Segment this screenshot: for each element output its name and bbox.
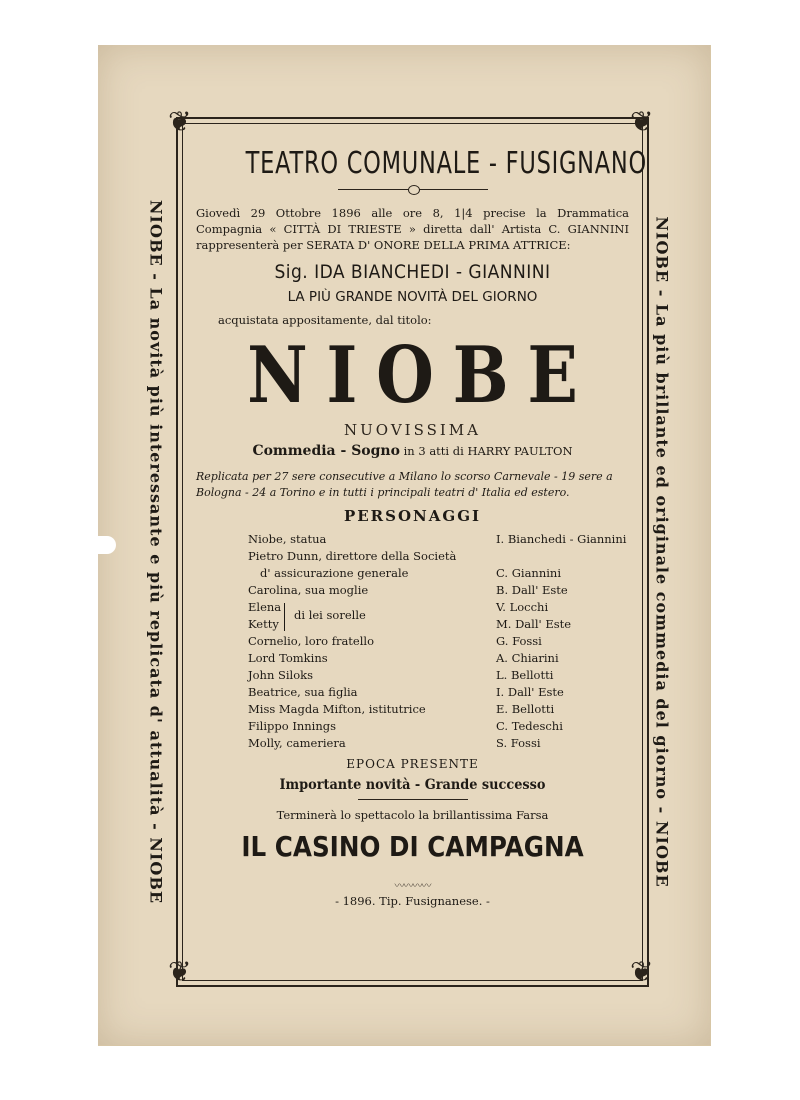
cast-role: Molly, cameriera <box>248 736 346 750</box>
cast-actor: L. Bellotti <box>496 668 554 682</box>
genre-label: Commedia - Sogno <box>252 443 400 459</box>
cast-role: d' assicurazione generale <box>260 566 409 580</box>
replica-paragraph: Replicata per 27 sere consecutive a Milano lo scorso Carnevale - 19 sere a Bologna - 24 a Torino e in tutti i principali teatri d' Italia ed estero. <box>196 470 613 499</box>
cast-row <box>190 633 635 650</box>
poster-content <box>190 140 647 908</box>
farce-title: IL CASINO DI CAMPAGNA <box>241 830 584 863</box>
cast-actor: I. Bianchedi - Giannini <box>496 532 627 546</box>
epoch-label: EPOCA PRESENTE <box>346 757 479 771</box>
nuovissima-label: NUOVISSIMA <box>344 421 481 439</box>
cast-role: Filippo Innings <box>248 719 337 733</box>
cast-list <box>190 531 635 753</box>
cast-actor: S. Fossi <box>496 736 541 750</box>
farce-intro: Terminerà lo spettacolo la brillantissima Farsa <box>276 808 549 822</box>
acquired-line: acquistata appositamente, dal titolo: <box>218 313 432 327</box>
cast-row <box>190 650 635 667</box>
wave-ornament-icon: 〰〰〰〰 <box>394 881 431 892</box>
cast-row <box>190 548 635 565</box>
sisters-brace <box>284 603 290 631</box>
intro-paragraph: Giovedì 29 Ottobre 1896 alle ore 8, 1|4 precise la Drammatica Compagnia « CITTÀ DI TRIESTE » diretta dall' Artista C. GIANNINI rappresenterà per SERATA D' ONORE DELLA PRIMA ATTRICE: <box>196 206 629 252</box>
cast-actor: I. Dall' Este <box>496 685 564 699</box>
printer-credit: - 1896. Tip. Fusignanese. - <box>335 894 490 908</box>
cast-row <box>190 599 635 616</box>
cast-actor: B. Dall' Este <box>496 583 568 597</box>
corner-ornament-icon: ❦ <box>630 955 654 988</box>
cast-role: Pietro Dunn, direttore della Società <box>248 549 457 563</box>
theater-title: TEATRO COMUNALE - FUSIGNANO <box>245 146 647 181</box>
cast-actor: C. Tedeschi <box>496 719 563 733</box>
cast-row <box>190 565 635 582</box>
divider <box>358 799 468 800</box>
side-text-right-label: NIOBE - La più brillante ed originale commedia del giorno - NIOBE <box>652 216 672 888</box>
paper-tear <box>98 536 116 554</box>
cast-row <box>190 684 635 701</box>
success-line: Importante novità - Grande successo <box>279 777 546 793</box>
cast-actor: G. Fossi <box>496 634 542 648</box>
title-divider-ornament <box>338 185 488 195</box>
cast-heading: PERSONAGGI <box>343 507 482 525</box>
play-title: NIOBE <box>247 330 597 421</box>
cast-role: John Siloks <box>248 668 314 682</box>
cast-role: Ketty <box>248 617 279 631</box>
novelty-heading: LA PIÙ GRANDE NOVITÀ DEL GIORNO <box>287 289 538 305</box>
cast-row <box>190 735 635 752</box>
cast-row <box>190 531 635 548</box>
cast-actor: A. Chiarini <box>496 651 559 665</box>
genre-line <box>190 443 635 459</box>
cast-row <box>190 718 635 735</box>
cast-role: Niobe, statua <box>248 532 327 546</box>
star-actress-name: Sig. IDA BIANCHEDI - GIANNINI <box>274 261 551 283</box>
corner-ornament-icon: ❦ <box>168 955 192 988</box>
cast-row <box>190 667 635 684</box>
genre-author: in 3 atti di HARRY PAULTON <box>403 444 573 458</box>
cast-actor: E. Bellotti <box>496 702 555 716</box>
corner-ornament-icon: ❦ <box>630 105 654 138</box>
cast-row <box>190 701 635 718</box>
cast-actor: M. Dall' Este <box>496 617 572 631</box>
side-text-left-label: NIOBE - La novità più interessante e più replicata d' attualità - NIOBE <box>146 199 166 905</box>
cast-role: Elena <box>248 600 282 614</box>
cast-role: Beatrice, sua figlia <box>248 685 358 699</box>
cast-role: Cornelio, loro fratello <box>248 634 375 648</box>
corner-ornament-icon: ❦ <box>168 105 192 138</box>
cast-actor: C. Giannini <box>496 566 561 580</box>
cast-row <box>190 582 635 599</box>
cast-row <box>190 616 635 633</box>
cast-role: Lord Tomkins <box>248 651 328 665</box>
cast-role: Carolina, sua moglie <box>248 583 369 597</box>
sisters-note: di lei sorelle <box>294 608 366 622</box>
cast-actor: V. Locchi <box>496 600 549 614</box>
cast-role: Miss Magda Mifton, istitutrice <box>248 702 426 716</box>
